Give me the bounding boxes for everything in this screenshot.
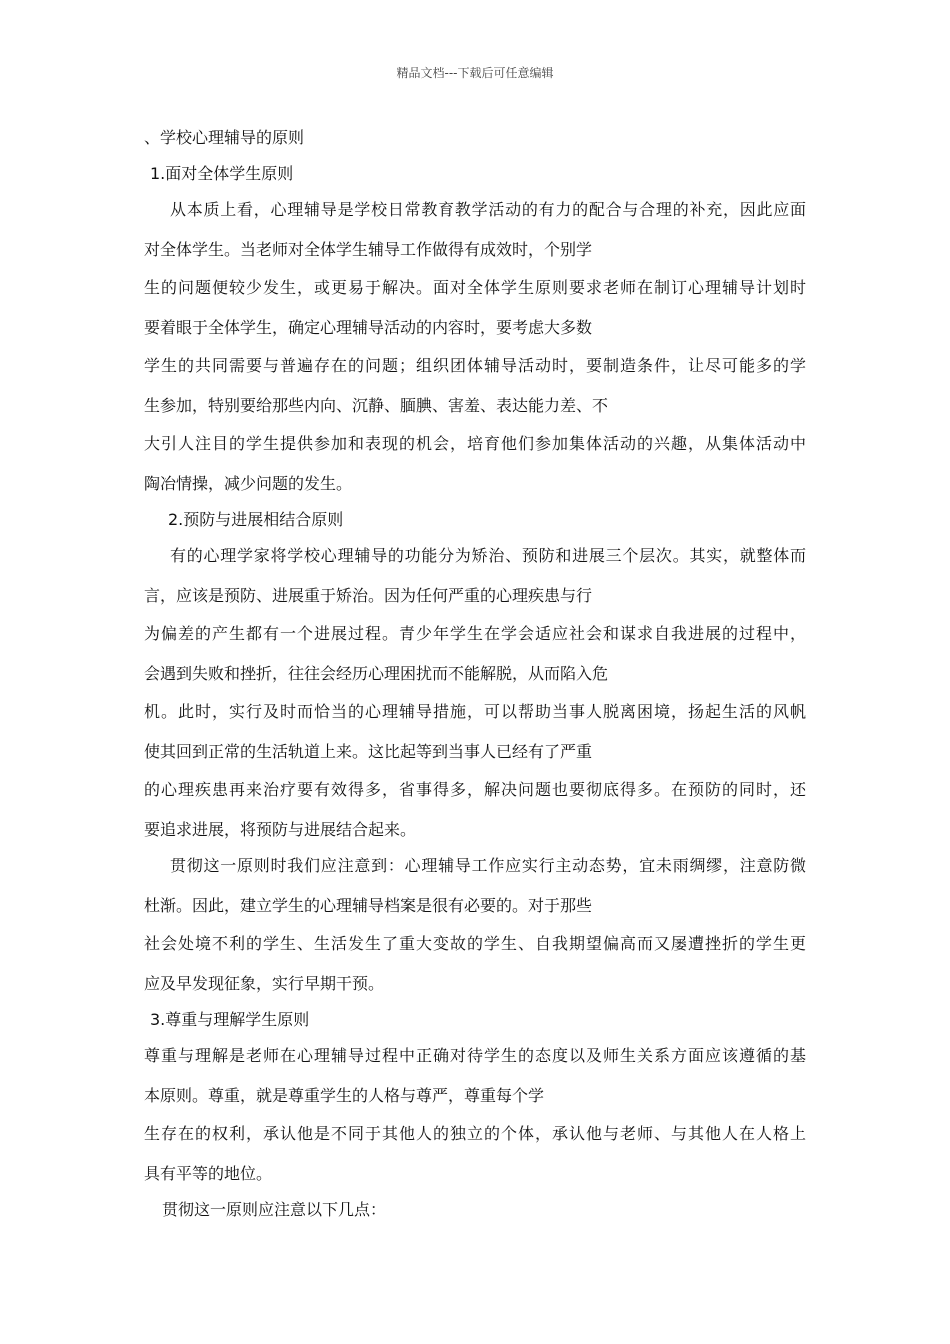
paragraph-line: 贯彻这一原则应注意以下几点： [162,1200,387,1219]
paragraph-line: 尊重与理解是老师在心理辅导过程中正确对待学生的态度以及师生关系方面应该遵循的基 [144,1046,806,1065]
subheading-3: 3.尊重与理解学生原则 [150,1010,310,1029]
paragraph-line: 应及早发现征象，实行早期干预。 [144,974,385,993]
paragraph-line: 使其回到正常的生活轨道上来。这比起等到当事人已经有了严重 [144,742,593,761]
paragraph-line: 大引人注目的学生提供参加和表现的机会，培育他们参加集体活动的兴趣，从集体活动中 [144,434,806,453]
paragraph-line: 陶冶情操，减少问题的发生。 [144,474,353,493]
paragraph-line: 贯彻这一原则时我们应注意到：心理辅导工作应实行主动态势，宜未雨绸缪，注意防微 [170,856,806,875]
paragraph-line: 要着眼于全体学生，确定心理辅导活动的内容时，要考虑大多数 [144,318,593,337]
paragraph-line: 从本质上看，心理辅导是学校日常教育教学活动的有力的配合与合理的补充，因此应面 [170,200,806,219]
paragraph-line: 生的问题便较少发生，或更易于解决。面对全体学生原则要求老师在制订心理辅导计划时 [144,278,806,297]
paragraph-line: 要追求进展，将预防与进展结合起来。 [144,820,417,839]
paragraph-line: 机。此时，实行及时而恰当的心理辅导措施，可以帮助当事人脱离困境，扬起生活的风帆 [144,702,806,721]
paragraph-line: 具有平等的地位。 [144,1164,273,1183]
paragraph-line: 言，应该是预防、进展重于矫治。因为任何严重的心理疾患与行 [144,586,593,605]
paragraph-line: 社会处境不利的学生、生活发生了重大变故的学生、自我期望偏高而又屡遭挫折的学生更 [144,934,806,953]
page-header: 精品文档---下载后可任意编辑 [396,66,554,80]
paragraph-line: 生存在的权利，承认他是不同于其他人的独立的个体，承认他与老师、与其他人在人格上 [144,1124,806,1143]
subheading-1: 1.面对全体学生原则 [150,164,294,183]
subheading-2: 2.预防与进展相结合原则 [168,510,344,529]
paragraph-line: 杜渐。因此，建立学生的心理辅导档案是很有必要的。对于那些 [144,896,593,915]
paragraph-line: 为偏差的产生都有一个进展过程。青少年学生在学会适应社会和谋求自我进展的过程中， [144,624,806,643]
paragraph-line: 对全体学生。当老师对全体学生辅导工作做得有成效时，个别学 [144,240,593,259]
section-title: 、学校心理辅导的原则 [144,128,305,147]
paragraph-line: 本原则。尊重，就是尊重学生的人格与尊严，尊重每个学 [144,1086,545,1105]
paragraph-line: 的心理疾患再来治疗要有效得多，省事得多，解决问题也要彻底得多。在预防的同时，还 [144,780,806,799]
paragraph-line: 生参加，特别要给那些内向、沉静、腼腆、害羞、表达能力差、不 [144,396,609,415]
paragraph-line: 学生的共同需要与普遍存在的问题；组织团体辅导活动时，要制造条件，让尽可能多的学 [144,356,806,375]
paragraph-line: 会遇到失败和挫折，往往会经历心理困扰而不能解脱，从而陷入危 [144,664,609,683]
paragraph-line: 有的心理学家将学校心理辅导的功能分为矫治、预防和进展三个层次。其实，就整体而 [170,546,806,565]
